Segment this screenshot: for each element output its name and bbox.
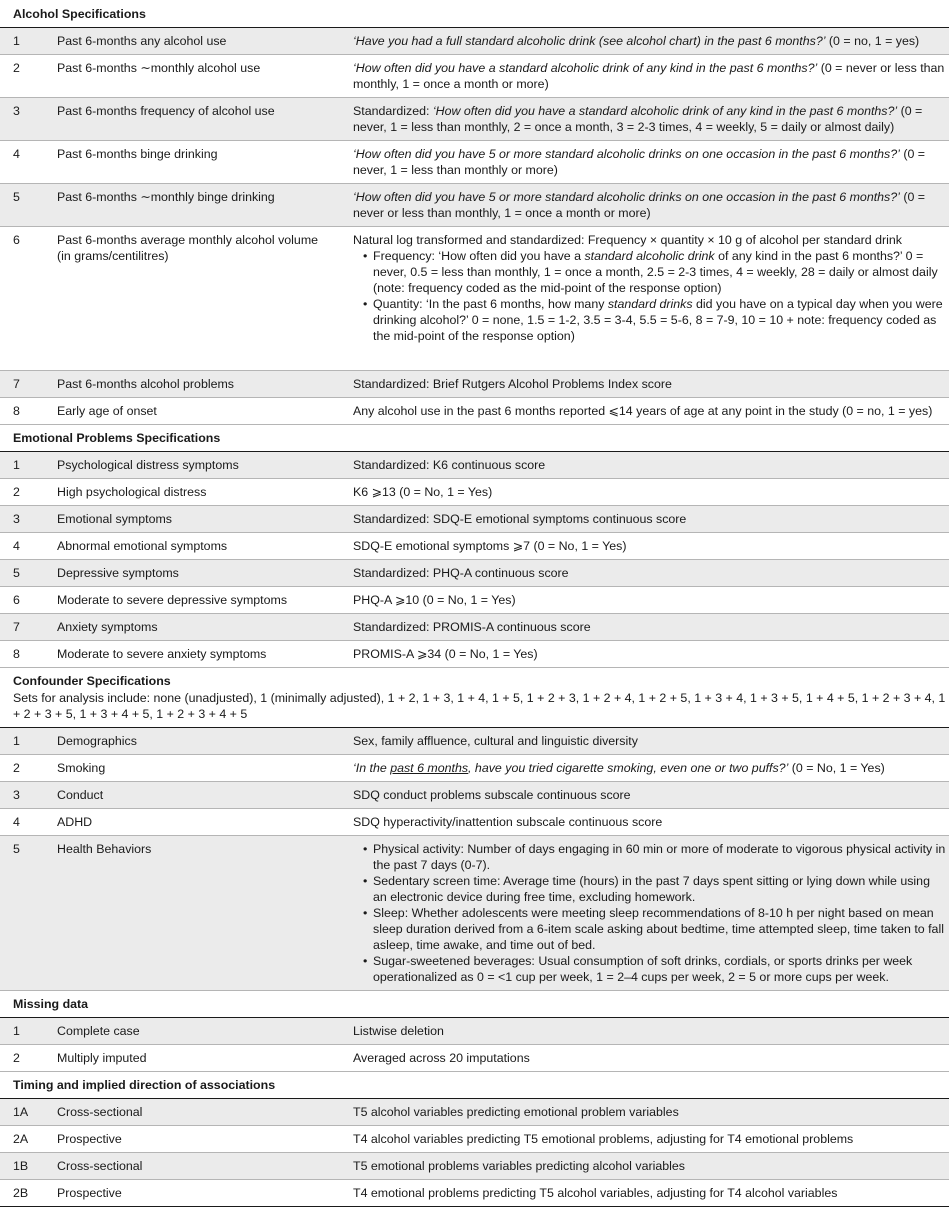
row-number: 7: [0, 614, 42, 641]
bullet-item: • Sleep: Whether adolescents were meeting sleep recommendations of 8-10 h per night based on mean sleep duration derived from a 6-item scale asking about bedtime, time attempted sleep, time taken to fall asleep, time awake, and time out of bed.: [363, 905, 947, 953]
bullet-item: • Frequency: ‘How often did you have a standard alcoholic drink of any kind in the past 6 months?’ 0 = never, 0.5 = less than monthly, 1 = once a month, 2.5 = 2-3 times, 4 = weekly, 28 = daily or almost daily (note: frequency coded as the mid-point of the response option): [363, 248, 947, 296]
row-label: Prospective: [42, 1180, 339, 1207]
row-number: 2B: [0, 1180, 42, 1207]
section-title: Timing and implied direction of associations: [0, 1072, 949, 1099]
section-title: Confounder Specifications: [13, 674, 171, 688]
row-number: 5: [0, 836, 42, 991]
row-spec: ‘How often did you have a standard alcoholic drink of any kind in the past 6 months?’ (0 = never or less than monthly, 1 = once a month or more): [339, 55, 949, 98]
bullet-item: • Physical activity: Number of days engaging in 60 min or more of moderate to vigorous physical activity in the past 7 days (0-7).: [363, 841, 947, 873]
row-number: 6: [0, 587, 42, 614]
section-header-missing: [0, 991, 949, 1018]
row-number: 7: [0, 371, 42, 398]
table-row: [0, 641, 949, 668]
row-label: Psychological distress symptoms: [42, 452, 339, 479]
table-row: [0, 560, 949, 587]
row-label: Prospective: [42, 1126, 339, 1153]
table-row: [0, 1153, 949, 1180]
row-number: 2A: [0, 1126, 42, 1153]
row-number: 1B: [0, 1153, 42, 1180]
row-label: Multiply imputed: [42, 1045, 339, 1072]
row-spec: ‘How often did you have 5 or more standard alcoholic drinks on one occasion in the past 6 months?’ (0 = never, 1 = less than monthly or more): [339, 141, 949, 184]
table-row: [0, 398, 949, 425]
section-title: Alcohol Specifications: [0, 0, 949, 28]
table-row: [0, 1180, 949, 1207]
row-number: 2: [0, 479, 42, 506]
section-header-emotional: [0, 425, 949, 452]
row-label: High psychological distress: [42, 479, 339, 506]
section-header-alcohol: [0, 0, 949, 28]
row-number: 3: [0, 506, 42, 533]
table-row: [0, 809, 949, 836]
row-number: 2: [0, 1045, 42, 1072]
row-spec: [339, 227, 949, 371]
row-number: 4: [0, 141, 42, 184]
row-label: Emotional symptoms: [42, 506, 339, 533]
table-row: [0, 141, 949, 184]
table-row: [0, 506, 949, 533]
row-number: 2: [0, 55, 42, 98]
row-label: Demographics: [42, 728, 339, 755]
row-spec: Standardized: Brief Rutgers Alcohol Problems Index score: [339, 371, 949, 398]
table-row: [0, 98, 949, 141]
row-spec: T4 emotional problems predicting T5 alcohol variables, adjusting for T4 alcohol variables: [339, 1180, 949, 1207]
row-spec: T5 emotional problems variables predicting alcohol variables: [339, 1153, 949, 1180]
table-row: [0, 479, 949, 506]
row-number: 8: [0, 398, 42, 425]
section-header-cell: [0, 668, 949, 728]
bullet-item: • Sugar-sweetened beverages: Usual consumption of soft drinks, cordials, or sports drinks per week operationalized as 0 = <1 cup per week, 1 = 2–4 cups per week, 2 = 5 or more cups per week.: [363, 953, 947, 985]
row-number: 8: [0, 641, 42, 668]
row-spec: Listwise deletion: [339, 1018, 949, 1045]
row-number: 1A: [0, 1099, 42, 1126]
row-number: 1: [0, 452, 42, 479]
row-spec: Standardized: SDQ-E emotional symptoms continuous score: [339, 506, 949, 533]
row-spec: K6 ⩾13 (0 = No, 1 = Yes): [339, 479, 949, 506]
table-row: [0, 836, 949, 991]
row-number: 3: [0, 98, 42, 141]
row-label: Moderate to severe depressive symptoms: [42, 587, 339, 614]
table-row: [0, 371, 949, 398]
section-title: Emotional Problems Specifications: [0, 425, 949, 452]
row-label: Cross-sectional: [42, 1099, 339, 1126]
section-header-confounder: [0, 668, 949, 728]
table-row: [0, 728, 949, 755]
table-row: [0, 755, 949, 782]
spec-bullets: [353, 248, 947, 344]
row-spec: ‘Have you had a full standard alcoholic drink (see alcohol chart) in the past 6 months?’ (0 = no, 1 = yes): [339, 28, 949, 55]
bullet-item: • Sedentary screen time: Average time (hours) in the past 7 days spent sitting or lying down while using an electronic device during free time, excluding homework.: [363, 873, 947, 905]
row-number: 6: [0, 227, 42, 371]
row-label: Complete case: [42, 1018, 339, 1045]
row-spec: SDQ-E emotional symptoms ⩾7 (0 = No, 1 = Yes): [339, 533, 949, 560]
row-label: Past 6-months ∼monthly binge drinking: [42, 184, 339, 227]
row-label: Past 6-months average monthly alcohol volume (in grams/centilitres): [42, 227, 339, 371]
row-number: 4: [0, 809, 42, 836]
row-number: 1: [0, 728, 42, 755]
table-row: [0, 227, 949, 371]
row-spec: PROMIS-A ⩾34 (0 = No, 1 = Yes): [339, 641, 949, 668]
row-number: 4: [0, 533, 42, 560]
table-row: [0, 184, 949, 227]
row-label: Past 6-months any alcohol use: [42, 28, 339, 55]
table-row: [0, 614, 949, 641]
section-header-timing: [0, 1072, 949, 1099]
row-spec: T4 alcohol variables predicting T5 emotional problems, adjusting for T4 emotional problems: [339, 1126, 949, 1153]
row-number: 5: [0, 560, 42, 587]
table-row: [0, 1045, 949, 1072]
table-row: [0, 1099, 949, 1126]
row-spec: PHQ-A ⩾10 (0 = No, 1 = Yes): [339, 587, 949, 614]
row-label: Moderate to severe anxiety symptoms: [42, 641, 339, 668]
row-spec: Standardized: PHQ-A continuous score: [339, 560, 949, 587]
row-label: Smoking: [42, 755, 339, 782]
table-row: [0, 533, 949, 560]
bullet-item: • Quantity: ‘In the past 6 months, how many standard drinks did you have on a typical day when you were drinking alcohol?’ 0 = none, 1.5 = 1-2, 3.5 = 3-4, 5.5 = 5-6, 8 = 7-9, 10 = 10 + note: frequency coded as the mid-point of the response option): [363, 296, 947, 344]
row-label: Health Behaviors: [42, 836, 339, 991]
row-label: Anxiety symptoms: [42, 614, 339, 641]
row-label: Past 6-months binge drinking: [42, 141, 339, 184]
row-spec: T5 alcohol variables predicting emotional problem variables: [339, 1099, 949, 1126]
table-row: [0, 452, 949, 479]
spec-bullets: [353, 841, 947, 985]
row-spec: SDQ conduct problems subscale continuous score: [339, 782, 949, 809]
table-row: [0, 1018, 949, 1045]
row-spec: Sex, family affluence, cultural and linguistic diversity: [339, 728, 949, 755]
row-spec: Standardized: ‘How often did you have a standard alcoholic drink of any kind in the past 6 months?’ (0 = never, 1 = less than monthly, 2 = once a month, 3 = 2-3 times, 4 = weekly, 5 = daily or almost daily): [339, 98, 949, 141]
confounder-sets-note: Sets for analysis include: none (unadjusted), 1 (minimally adjusted), 1 + 2, 1 + 3, 1 + 4, 1 + 5, 1 + 2 + 3, 1 + 2 + 4, 1 + 2 + 5, 1 + 3 + 4, 1 + 3 + 5, 1 + 4 + 5, 1 + 2 + 3 + 4, 1 + 2 + 3 + 5, 1 + 3 + 4 + 5, 1 + 2 + 3 + 4 + 5: [13, 691, 946, 721]
row-spec: Standardized: PROMIS-A continuous score: [339, 614, 949, 641]
row-number: 5: [0, 184, 42, 227]
row-number: 1: [0, 1018, 42, 1045]
table-row: [0, 55, 949, 98]
row-label: Early age of onset: [42, 398, 339, 425]
table-row: [0, 28, 949, 55]
spec-intro: Natural log transformed and standardized: Frequency × quantity × 10 g of alcohol per standard drink: [353, 233, 902, 247]
table-row: [0, 1126, 949, 1153]
row-label: Past 6-months alcohol problems: [42, 371, 339, 398]
row-label: Past 6-months ∼monthly alcohol use: [42, 55, 339, 98]
row-label: Cross-sectional: [42, 1153, 339, 1180]
row-label: Conduct: [42, 782, 339, 809]
row-number: 3: [0, 782, 42, 809]
row-label: Depressive symptoms: [42, 560, 339, 587]
row-number: 2: [0, 755, 42, 782]
table-row: [0, 587, 949, 614]
row-spec: Standardized: K6 continuous score: [339, 452, 949, 479]
row-label: Past 6-months frequency of alcohol use: [42, 98, 339, 141]
table-row: [0, 782, 949, 809]
row-spec: [339, 836, 949, 991]
row-spec: SDQ hyperactivity/inattention subscale continuous score: [339, 809, 949, 836]
row-label: ADHD: [42, 809, 339, 836]
row-label: Abnormal emotional symptoms: [42, 533, 339, 560]
section-title: Missing data: [0, 991, 949, 1018]
row-number: 1: [0, 28, 42, 55]
row-spec: ‘How often did you have 5 or more standard alcoholic drinks on one occasion in the past 6 months?’ (0 = never or less than monthly, 1 = once a month or more): [339, 184, 949, 227]
row-spec: Any alcohol use in the past 6 months reported ⩽14 years of age at any point in the study (0 = no, 1 = yes): [339, 398, 949, 425]
row-spec: ‘In the past 6 months, have you tried cigarette smoking, even one or two puffs?’ (0 = No, 1 = Yes): [339, 755, 949, 782]
row-spec: Averaged across 20 imputations: [339, 1045, 949, 1072]
